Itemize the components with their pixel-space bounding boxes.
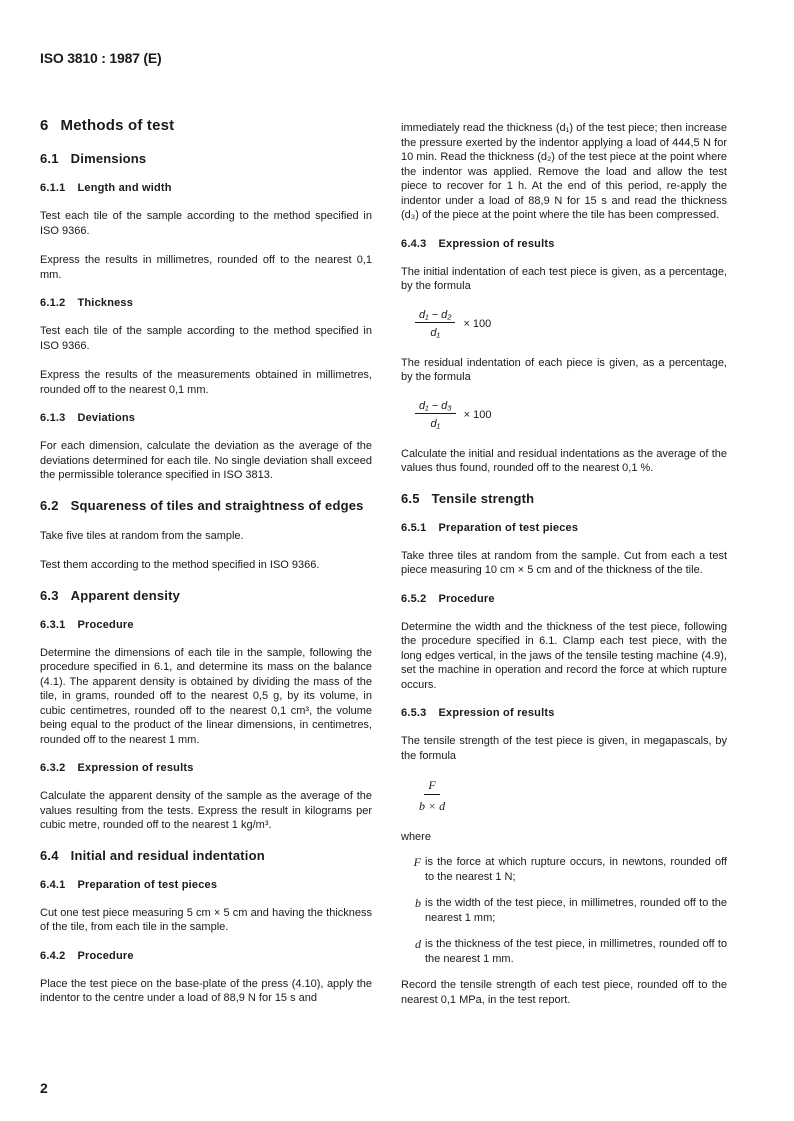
section-6-3-2-heading: 6.3.2 Expression of results	[40, 762, 194, 774]
section-6-1-1-heading: 6.1.1 Length and width	[40, 182, 172, 194]
initial-indentation-formula	[415, 309, 727, 339]
paragraph: Express the results of the measurements obtained in millimetres, rounded off to the nearest 0,1 mm.	[40, 369, 372, 396]
definition-item	[401, 855, 727, 884]
formula-multiplier: × 100	[463, 408, 492, 421]
left-column	[40, 117, 372, 1021]
paragraph: Test each tile of the sample according to the method specified in ISO 9366.	[40, 325, 372, 352]
paragraph: Calculate the initial and residual indentations as the average of the values thus found, rounded off to the nearest 0,1 %.	[401, 447, 727, 474]
definition-symbol: b	[415, 896, 421, 910]
paragraph: Test them according to the method specified in ISO 9366.	[40, 559, 320, 571]
paragraph: Calculate the apparent density of the sample as the average of the values resulting from the tests. Express the result in kilograms per cubic metre, rounded off to the nearest 1 kg/m³.	[40, 790, 372, 831]
formula-fraction	[415, 400, 456, 430]
formula-denominator: d₁	[430, 417, 441, 430]
standard-header: ISO 3810 : 1987 (E)	[40, 50, 162, 66]
where-label: where	[401, 831, 431, 843]
paragraph: Determine the width and the thickness of the test piece, following the procedure specified in 6.1. Clamp each test piece, with the long edges vertical, in the jaws of the tensile testing machine (4.9), set the machine in operation and record the force at which rupture occurs.	[401, 620, 727, 691]
paragraph: The residual indentation of each piece is given, as a percentage, by the formula	[401, 356, 727, 383]
section-6-3-heading: 6.3 Apparent density	[40, 587, 181, 603]
section-6-3-1-heading: 6.3.1 Procedure	[40, 618, 134, 631]
paragraph: The initial indentation of each test piece is given, as a percentage, by the formula	[401, 265, 727, 292]
section-6-1-heading: 6.1 Dimensions	[40, 151, 147, 166]
formula-fraction	[415, 778, 449, 814]
definition-item	[401, 937, 727, 966]
paragraph: Cut one test piece measuring 5 cm × 5 cm and having the thickness of the tile, from each tile in the sample.	[40, 906, 372, 933]
paragraph: Express the results in millimetres, rounded off to the nearest 0,1 mm.	[40, 254, 372, 281]
section-6-5-1-heading: 6.5.1 Preparation of test pieces	[401, 521, 579, 534]
paragraph: Test each tile of the sample according to the method specified in ISO 9366.	[40, 210, 372, 237]
residual-indentation-formula	[415, 400, 727, 430]
formula-denominator: b × d	[419, 799, 446, 813]
paragraph: Record the tensile strength of each test piece, rounded off to the nearest 0,1 MPa, in the test report.	[401, 979, 727, 1006]
section-6-2-heading: 6.2 Squareness of tiles and straightness of edges	[40, 497, 364, 513]
formula-numerator: d₁ − d₂	[415, 309, 455, 323]
page-number: 2	[40, 1080, 48, 1096]
section-6-5-3-heading: 6.5.3 Expression of results	[401, 707, 555, 719]
section-6-5-2-heading: 6.5.2 Procedure	[401, 592, 495, 605]
paragraph: The tensile strength of the test piece is given, in megapascals, by the formula	[401, 735, 727, 762]
formula-fraction	[415, 309, 455, 339]
section-6-4-2-heading: 6.4.2 Procedure	[40, 949, 134, 962]
tensile-strength-formula	[415, 778, 727, 814]
definition-text: is the thickness of the test piece, in millimetres, rounded off to the nearest 1 mm.	[425, 938, 727, 965]
paragraph: Take three tiles at random from the sample. Cut from each a test piece measuring 10 cm × 5 cm and of the thickness of the tile.	[401, 549, 727, 576]
right-column	[401, 121, 727, 1022]
section-6-4-1-heading: 6.4.1 Preparation of test pieces	[40, 878, 218, 891]
formula-numerator: d₁ − d₃	[415, 400, 456, 414]
paragraph: Determine the dimensions of each tile in the sample, following the procedure specified in 6.1, and determine its mass on the balance (4.1). The apparent density is obtained by dividing the mass of the tile, in grams, rounded off to the nearest 0,5 g, by its volume, in cubic centimetres, rounded off to the nearest 0,1 cm³, the volume being equal to the product of the linear dimensions, in centimetres, rounded off to the nearest 1 mm.	[40, 646, 372, 746]
definition-symbol: d	[415, 937, 421, 951]
section-6-1-3-heading: 6.1.3 Deviations	[40, 412, 136, 424]
paragraph: For each dimension, calculate the deviation as the average of the deviations determined for each tile. No single deviation shall exceed the permissible tolerance specified in ISO 3813.	[40, 440, 372, 481]
formula-multiplier: × 100	[463, 317, 492, 330]
definition-text: is the width of the test piece, in millimetres, rounded off to the nearest 1 mm;	[425, 897, 727, 924]
definition-text: is the force at which rupture occurs, in newtons, rounded off to the nearest 1 N;	[425, 856, 727, 883]
section-6-4-heading: 6.4 Initial and residual indentation	[40, 847, 265, 863]
formula-numerator: F	[424, 778, 439, 795]
section-6-4-3-heading: 6.4.3 Expression of results	[401, 237, 555, 250]
definition-item	[401, 896, 727, 925]
paragraph: immediately read the thickness (d₁) of the test piece; then increase the pressure exerted by the indentor applying a load of 444,5 N for 10 min. Read the thickness (d₂) of the test piece at the point where the indentor was applied. Remove the load and allow the test piece to recover for 1 h. At the end of this period, re-apply the indentor under a load of 88,9 N for 15 s and read the thickness (d₃) of the piece at the point where the tile has been compressed.	[401, 122, 727, 221]
section-6-heading: 6 Methods of test	[40, 117, 175, 134]
section-6-1-2-heading: 6.1.2 Thickness	[40, 297, 134, 309]
paragraph: Place the test piece on the base-plate of the press (4.10), apply the indentor to the centre under a load of 88,9 N for 15 s and	[40, 977, 372, 1004]
formula-denominator: d₁	[430, 326, 441, 339]
paragraph: Take five tiles at random from the sample.	[40, 529, 244, 542]
definition-symbol: F	[413, 855, 421, 869]
section-6-5-heading: 6.5 Tensile strength	[401, 490, 535, 506]
